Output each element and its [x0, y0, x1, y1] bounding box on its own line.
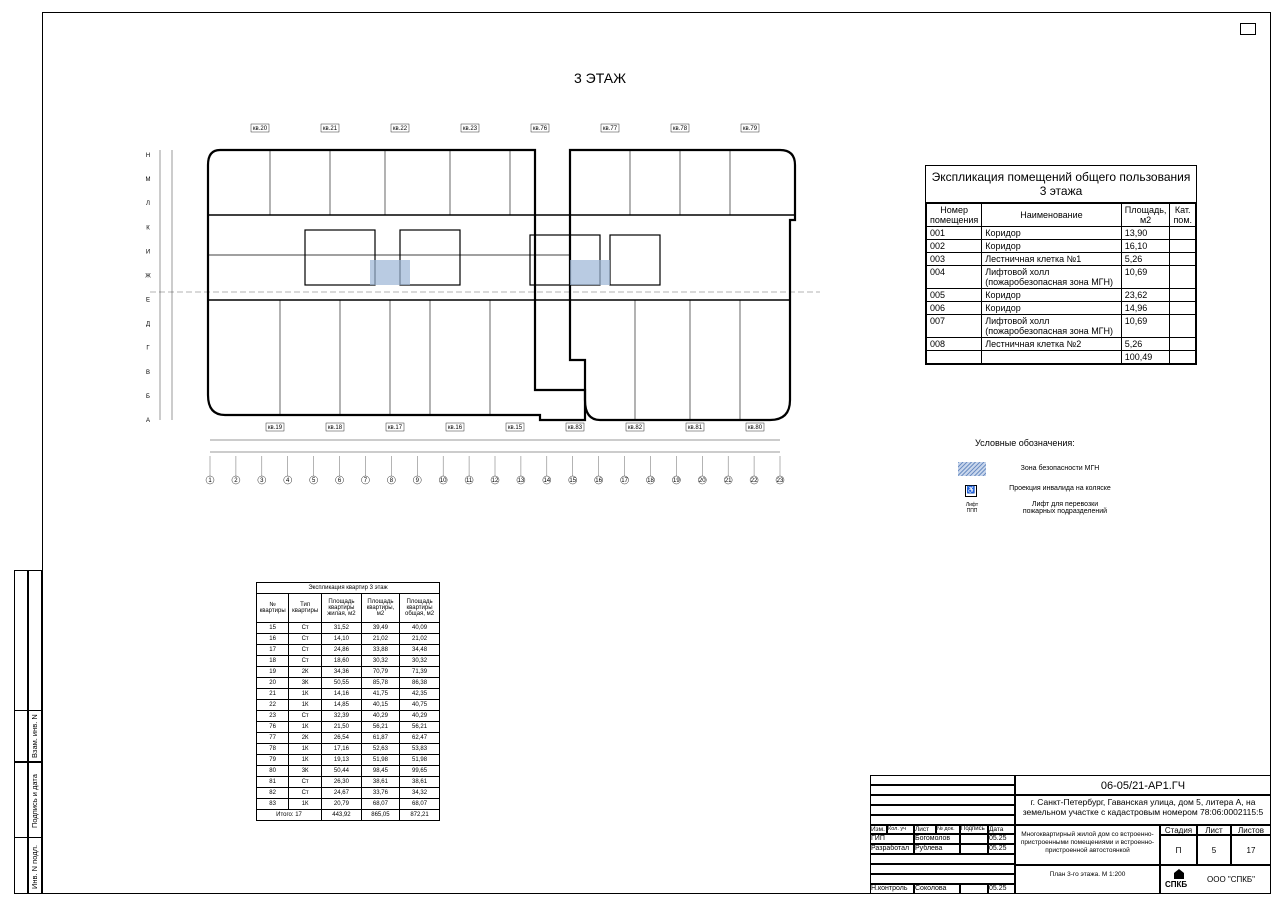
- axis-number: 2: [234, 478, 238, 484]
- apartment-row: [257, 711, 440, 722]
- common-cell-category: [1170, 302, 1196, 315]
- apartment-cell: 19: [257, 667, 289, 678]
- apartment-row: [257, 623, 440, 634]
- apartments-table: [256, 593, 440, 821]
- axis-number: 13: [517, 478, 525, 484]
- stamp-sheet: 5: [1197, 835, 1231, 865]
- sheet-title: 3 ЭТАЖ: [573, 70, 627, 86]
- axis-letter: Г: [146, 345, 150, 352]
- apartment-cell: 40,75: [400, 700, 440, 711]
- stamp-col-change: Изм.: [870, 825, 887, 834]
- stamp-name-gip: Богомолов: [914, 834, 960, 844]
- apt-total-area: 865,05: [361, 810, 399, 821]
- apartment-cell: 1К: [289, 700, 322, 711]
- apartment-cell: 34,32: [400, 788, 440, 799]
- common-cell-category: [1170, 253, 1196, 266]
- apartment-tag: кв.77: [602, 126, 618, 132]
- apartment-cell: 31,52: [322, 623, 362, 634]
- common-cell-category: [1170, 289, 1196, 302]
- axis-number: 11: [465, 478, 473, 484]
- apartment-cell: 52,63: [361, 744, 399, 755]
- stamp-sheet-label: Лист: [1197, 825, 1231, 835]
- stamp-role-developer: Разработал: [870, 844, 914, 854]
- axis-number: 9: [415, 478, 419, 484]
- apartment-row: [257, 799, 440, 810]
- axis-number: 23: [776, 478, 784, 484]
- stamp-sheets: 17: [1231, 835, 1271, 865]
- axis-number: 16: [595, 478, 602, 484]
- col-header-number: Номер помещения: [927, 204, 982, 227]
- col-header-category: Кат. пом.: [1170, 204, 1196, 227]
- stamp-code: 06-05/21-АР1.ГЧ: [1015, 775, 1271, 795]
- apartment-cell: Ст: [289, 645, 322, 656]
- side-strip-signature: Подпись и дата: [30, 774, 39, 828]
- apartment-cell: 23: [257, 711, 289, 722]
- common-explication-caption: Экспликация помещений общего пользования 3 этажа: [926, 166, 1196, 203]
- apartment-cell: 14,85: [322, 700, 362, 711]
- common-explication: [925, 165, 1197, 365]
- common-cell-area: 16,10: [1121, 240, 1170, 253]
- stamp-col-signature: Подпись: [960, 825, 988, 834]
- common-cell-num: 005: [927, 289, 982, 302]
- apartment-tag: кв.76: [532, 126, 548, 132]
- apartment-cell: 82: [257, 788, 289, 799]
- apartment-cell: 61,87: [361, 733, 399, 744]
- common-cell-area: 5,26: [1121, 253, 1170, 266]
- axis-number: 4: [286, 478, 290, 484]
- apartment-tag: кв.16: [447, 425, 463, 431]
- apartment-cell: 40,09: [400, 623, 440, 634]
- apartment-tag: кв.23: [462, 126, 478, 132]
- apartment-row: [257, 700, 440, 711]
- apartment-cell: 40,15: [361, 700, 399, 711]
- common-row: [927, 338, 1196, 351]
- apartment-tag: кв.81: [687, 425, 703, 431]
- common-cell-name: Лифтовой холл (пожаробезопасная зона МГН): [982, 266, 1122, 289]
- apartment-cell: 42,35: [400, 689, 440, 700]
- apartment-cell: 33,76: [361, 788, 399, 799]
- apartment-cell: 34,48: [400, 645, 440, 656]
- apartment-cell: 76: [257, 722, 289, 733]
- apartment-cell: 18: [257, 656, 289, 667]
- common-explication-table: [926, 203, 1196, 364]
- axis-letter: Д: [145, 321, 151, 328]
- axis-letter: К: [146, 225, 150, 232]
- common-cell-num: 003: [927, 253, 982, 266]
- apartment-cell: 21,50: [322, 722, 362, 733]
- axis-number: 7: [363, 478, 368, 484]
- apt-total-label: Итого: 17: [257, 810, 322, 821]
- apartment-cell: 50,44: [322, 766, 362, 777]
- apartment-cell: 24,86: [322, 645, 362, 656]
- apt-total-living: 443,92: [322, 810, 362, 821]
- lift-icon: Лифт ППП: [965, 502, 979, 514]
- common-total-area: 100,49: [1121, 351, 1170, 364]
- common-row: [927, 266, 1196, 289]
- common-cell-name: Коридор: [982, 302, 1122, 315]
- apartment-cell: 38,61: [400, 777, 440, 788]
- stamp-stage-label: Стадия: [1160, 825, 1197, 835]
- col-header-name: Наименование: [982, 204, 1122, 227]
- common-cell-name: Лифтовой холл (пожаробезопасная зона МГН): [982, 315, 1122, 338]
- apartment-cell: 38,61: [361, 777, 399, 788]
- common-row: [927, 253, 1196, 266]
- apartment-row: [257, 678, 440, 689]
- apartment-cell: 14,16: [322, 689, 362, 700]
- common-cell-category: [1170, 240, 1196, 253]
- axis-letter: Н: [145, 153, 151, 159]
- apartment-cell: 21,02: [361, 634, 399, 645]
- common-cell-area: 13,90: [1121, 227, 1170, 240]
- apartment-cell: 40,29: [400, 711, 440, 722]
- apartment-cell: 56,21: [361, 722, 399, 733]
- mgn-zone-2: [570, 260, 610, 285]
- apartment-cell: 1К: [289, 722, 322, 733]
- apartment-row: [257, 777, 440, 788]
- apartment-cell: 1К: [289, 689, 322, 700]
- apartment-cell: 18,60: [322, 656, 362, 667]
- apartment-cell: Ст: [289, 777, 322, 788]
- stamp-object: Многоквартирный жилой дом со встроенно-пристроенными помещениями и встроенно-пристроенной автостоянкой: [1015, 825, 1160, 865]
- apartment-cell: 17: [257, 645, 289, 656]
- common-cell-num: 008: [927, 338, 982, 351]
- common-cell-name: Лестничная клетка №2: [982, 338, 1122, 351]
- apartment-cell: 21: [257, 689, 289, 700]
- apartment-cell: 30,32: [400, 656, 440, 667]
- apartment-tag: кв.79: [742, 126, 758, 132]
- apartment-tag: кв.20: [252, 126, 268, 132]
- axis-letter: А: [145, 418, 151, 424]
- apartment-cell: 83: [257, 799, 289, 810]
- apartment-cell: 26,30: [322, 777, 362, 788]
- apartment-cell: 68,07: [361, 799, 399, 810]
- apartment-cell: 86,38: [400, 678, 440, 689]
- apt-header-type: Тип квартиры: [289, 594, 322, 623]
- axis-number: 1: [208, 478, 212, 484]
- apartment-tag: кв.78: [672, 126, 688, 132]
- axis-letter: Е: [145, 297, 151, 304]
- axis-number: 3: [260, 478, 264, 484]
- common-cell-category: [1170, 227, 1196, 240]
- apartment-cell: 70,79: [361, 667, 399, 678]
- apartment-cell: 50,55: [322, 678, 362, 689]
- axis-letter: Ж: [145, 273, 151, 280]
- axis-number: 8: [389, 478, 394, 484]
- apartment-cell: 41,75: [361, 689, 399, 700]
- common-cell-name: Коридор: [982, 227, 1122, 240]
- legend-label-wheelchair: Проекция инвалида на коляске: [1009, 485, 1111, 492]
- common-cell-category: [1170, 266, 1196, 289]
- apartment-cell: Ст: [289, 656, 322, 667]
- common-cell-area: 5,26: [1121, 338, 1170, 351]
- apartment-cell: 98,45: [361, 766, 399, 777]
- apartment-cell: 19,13: [322, 755, 362, 766]
- stamp-name-developer: Рублева: [914, 844, 960, 854]
- apartment-cell: 62,47: [400, 733, 440, 744]
- axis-letter: В: [145, 369, 151, 376]
- apartment-row: [257, 788, 440, 799]
- apartment-cell: Ст: [289, 711, 322, 722]
- floor-plan-drawing: [130, 120, 830, 490]
- floor-plan: [130, 120, 830, 490]
- apartment-cell: 40,29: [361, 711, 399, 722]
- col-header-area: Площадь, м2: [1121, 204, 1170, 227]
- apartment-cell: 33,88: [361, 645, 399, 656]
- apartment-cell: 3К: [289, 766, 322, 777]
- apartment-cell: 51,98: [400, 755, 440, 766]
- apartment-tag: кв.80: [747, 425, 763, 431]
- apt-header-total: Площадь квартиры общая, м2: [400, 594, 440, 623]
- axis-number: 12: [491, 478, 499, 484]
- apartment-cell: 77: [257, 733, 289, 744]
- apt-header-living: Площадь квартиры жилая, м2: [322, 594, 362, 623]
- apartments-explication: [256, 582, 440, 821]
- axis-number: 6: [337, 478, 342, 484]
- common-cell-area: 23,62: [1121, 289, 1170, 302]
- company-logo-text: СПКБ: [1165, 880, 1188, 889]
- apartment-cell: Ст: [289, 623, 322, 634]
- axis-number: 5: [311, 478, 316, 484]
- axis-number: 18: [647, 478, 654, 484]
- axis-number: 19: [673, 478, 680, 484]
- apartment-cell: 30,32: [361, 656, 399, 667]
- apartment-cell: 80: [257, 766, 289, 777]
- apartment-tag: кв.21: [322, 126, 338, 132]
- apartment-cell: 39,49: [361, 623, 399, 634]
- apartment-row: [257, 733, 440, 744]
- apartment-cell: 34,36: [322, 667, 362, 678]
- stamp-col-doc: № док.: [936, 825, 960, 834]
- common-row: [927, 227, 1196, 240]
- axis-number: 14: [543, 478, 551, 484]
- stamp-date-gip: 05.25: [988, 834, 1015, 844]
- apartment-cell: 85,78: [361, 678, 399, 689]
- apartment-cell: Ст: [289, 634, 322, 645]
- common-cell-num: 002: [927, 240, 982, 253]
- axis-number: 15: [569, 478, 577, 484]
- apartment-cell: 20: [257, 678, 289, 689]
- stamp-col-sheet: Лист: [914, 825, 936, 834]
- apartment-cell: 99,65: [400, 766, 440, 777]
- apartment-row: [257, 634, 440, 645]
- common-row: [927, 240, 1196, 253]
- axis-letter: Л: [146, 201, 150, 208]
- apartment-cell: 20,79: [322, 799, 362, 810]
- common-row: [927, 289, 1196, 302]
- apartment-row: [257, 744, 440, 755]
- apartment-tag: кв.15: [507, 425, 523, 431]
- legend-label-mgn: Зона безопасности МГН: [1020, 465, 1100, 472]
- stamp-drawing: План 3-го этажа. М 1:200: [1015, 865, 1160, 894]
- apartment-cell: 78: [257, 744, 289, 755]
- common-cell-name: Коридор: [982, 289, 1122, 302]
- apartment-cell: 51,98: [361, 755, 399, 766]
- apartment-cell: 3К: [289, 678, 322, 689]
- stamp-company-box: [1160, 865, 1271, 894]
- apt-header-area: Площадь квартиры, м2: [361, 594, 399, 623]
- stamp-col-count: Кол. уч: [887, 825, 914, 834]
- apartment-tag: кв.83: [567, 425, 583, 431]
- apartment-row: [257, 667, 440, 678]
- company-name: ООО "СПКБ": [1207, 875, 1256, 884]
- common-total-row: [927, 351, 1196, 364]
- common-cell-category: [1170, 315, 1196, 338]
- apartment-tag: кв.17: [387, 425, 403, 431]
- apartment-cell: 14,10: [322, 634, 362, 645]
- apartment-cell: 17,16: [322, 744, 362, 755]
- apartment-row: [257, 722, 440, 733]
- apartment-cell: 79: [257, 755, 289, 766]
- title-block: [870, 775, 1271, 894]
- common-cell-num: 006: [927, 302, 982, 315]
- apartment-row: [257, 689, 440, 700]
- apartment-row: [257, 766, 440, 777]
- apartments-caption: Экспликация квартир 3 этаж: [256, 582, 440, 593]
- apartment-cell: 56,21: [400, 722, 440, 733]
- axis-number: 22: [750, 478, 758, 484]
- apartment-row: [257, 645, 440, 656]
- common-cell-area: 10,69: [1121, 266, 1170, 289]
- apartment-cell: 24,67: [322, 788, 362, 799]
- stamp-name-control: Соколова: [914, 884, 960, 894]
- stamp-stage: П: [1160, 835, 1197, 865]
- common-cell-area: 14,96: [1121, 302, 1170, 315]
- common-row: [927, 302, 1196, 315]
- axis-letter: И: [145, 249, 151, 256]
- axis-number: 20: [698, 478, 706, 484]
- apartment-cell: 32,39: [322, 711, 362, 722]
- axis-letter: М: [145, 177, 151, 184]
- common-cell-num: 007: [927, 315, 982, 338]
- stamp-date-control: 05.25: [988, 884, 1015, 894]
- apartment-cell: 1К: [289, 744, 322, 755]
- common-cell-area: 10,69: [1121, 315, 1170, 338]
- stamp-role-control: Н.контроль: [870, 884, 914, 894]
- apartment-cell: Ст: [289, 788, 322, 799]
- apartment-tag: кв.19: [267, 425, 283, 431]
- legend-title: Условные обозначения:: [975, 438, 1075, 448]
- side-strip-replace: Взам. инв. N: [30, 714, 39, 758]
- apt-header-number: № квартиры: [257, 594, 289, 623]
- apartment-cell: 16: [257, 634, 289, 645]
- common-cell-name: Лестничная клетка №1: [982, 253, 1122, 266]
- apartment-cell: 53,83: [400, 744, 440, 755]
- apartment-cell: 2К: [289, 667, 322, 678]
- stamp-role-gip: ГИП: [870, 834, 914, 844]
- apartment-row: [257, 755, 440, 766]
- apartment-cell: 22: [257, 700, 289, 711]
- apartment-cell: 15: [257, 623, 289, 634]
- apartment-cell: 1К: [289, 799, 322, 810]
- apartment-row: [257, 656, 440, 667]
- common-cell-category: [1170, 338, 1196, 351]
- stamp-address: г. Санкт-Петербург, Гаванская улица, дом 5, литера А, на земельном участке с кадастровым номером 78:06:0002115:5: [1015, 795, 1271, 825]
- stamp-sheets-label: Листов: [1231, 825, 1271, 835]
- legend-label-lift: Лифт для перевозки пожарных подразделений: [1022, 501, 1108, 515]
- hatch-icon: [958, 462, 986, 476]
- apartment-cell: 26,54: [322, 733, 362, 744]
- corner-mark: [1240, 23, 1256, 35]
- apartment-tag: кв.22: [392, 126, 408, 132]
- company-house-icon: [1173, 868, 1185, 880]
- common-cell-num: 004: [927, 266, 982, 289]
- mgn-zone-1: [370, 260, 410, 285]
- apartment-cell: 1К: [289, 755, 322, 766]
- apartment-cell: 68,07: [400, 799, 440, 810]
- side-strip: [14, 570, 42, 894]
- common-row: [927, 315, 1196, 338]
- apartment-cell: 81: [257, 777, 289, 788]
- apt-total-overall: 872,21: [400, 810, 440, 821]
- stamp-date-developer: 05.25: [988, 844, 1015, 854]
- axis-number: 10: [439, 478, 447, 484]
- stamp-col-date: Дата: [988, 825, 1015, 834]
- common-cell-num: 001: [927, 227, 982, 240]
- wheelchair-icon: ♿: [965, 485, 977, 497]
- axis-number: 17: [621, 478, 628, 484]
- axis-letter: Б: [146, 393, 150, 400]
- common-cell-name: Коридор: [982, 240, 1122, 253]
- apartment-tag: кв.82: [627, 425, 643, 431]
- apartment-tag: кв.18: [327, 425, 343, 431]
- axis-number: 21: [724, 478, 732, 484]
- apartment-cell: 71,39: [400, 667, 440, 678]
- apartment-cell: 21,02: [400, 634, 440, 645]
- side-strip-inventory: Инв. N подл.: [30, 844, 39, 890]
- apartment-cell: 2К: [289, 733, 322, 744]
